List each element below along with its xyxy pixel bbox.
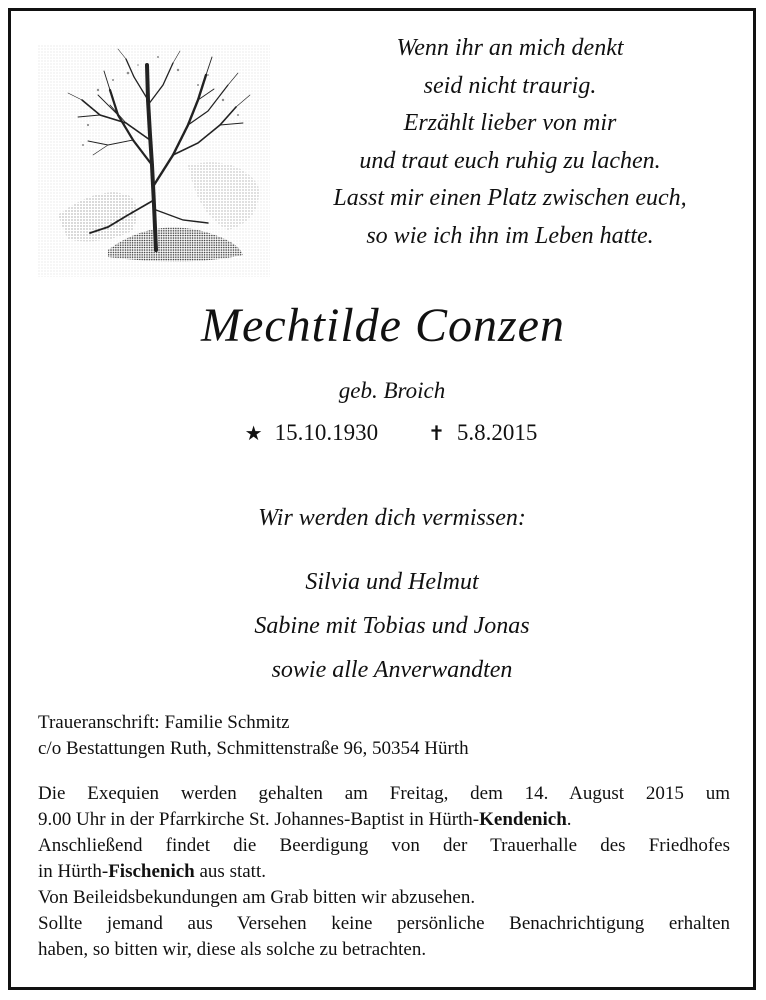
star-icon: ★ <box>244 423 263 445</box>
notice-line: Anschließend findet die Beerdigung von der Trauerhalle des Friedhofes <box>38 835 730 856</box>
notice-text: in Hürth- <box>38 861 109 882</box>
poem-line: Wenn ihr an mich denkt <box>396 35 624 61</box>
notice-line <box>38 807 730 833</box>
notice-line <box>38 859 730 885</box>
notice-line: Sollte jemand aus Versehen keine persönliche Benachrichtigung erhalten <box>38 913 730 934</box>
mourners-list <box>0 560 766 692</box>
tree-icon <box>38 45 270 277</box>
birth-date: 15.10.1930 <box>274 420 379 445</box>
notice-line: Die Exequien werden gehalten am Freitag, dem 14. August 2015 um <box>38 783 730 804</box>
poem-line: und traut euch ruhig zu lachen. <box>359 147 661 174</box>
place-fischenich: Fischenich <box>108 861 195 882</box>
notice-text: aus statt. <box>194 861 266 882</box>
funeral-notice <box>38 781 730 963</box>
notice-line: haben, so bitten wir, diese als solche zu betrachten. <box>38 939 427 960</box>
notice-text: 9.00 Uhr in der Pfarrkirche St. Johannes-Baptist in Hürth- <box>38 809 480 830</box>
poem-line: Erzählt lieber von mir <box>403 110 617 136</box>
poem-line: seid nicht traurig. <box>423 72 597 99</box>
maiden-name: geb. Broich <box>338 378 446 403</box>
mourner-line: Sabine mit Tobias und Jonas <box>254 613 530 639</box>
notice-line: Von Beileidsbekundungen am Grab bitten wir abzusehen. <box>38 887 476 908</box>
death-date: 5.8.2015 <box>456 420 538 445</box>
poem-line: Lasst mir einen Platz zwischen euch, <box>333 185 687 211</box>
place-kendenich: Kendenich <box>479 809 567 830</box>
cross-icon: ✝ <box>428 423 445 445</box>
poem <box>290 30 730 255</box>
mourner-line: Silvia und Helmut <box>305 569 479 595</box>
address-line: c/o Bestattungen Ruth, Schmittenstraße 96, 50354 Hürth <box>38 738 469 759</box>
farewell-line: Wir werden dich vermissen: <box>258 505 526 531</box>
deceased-name: Mechtilde Conzen <box>201 299 565 352</box>
life-dates <box>0 420 766 446</box>
address-line: Traueranschrift: Familie Schmitz <box>38 712 290 733</box>
poem-line: so wie ich ihn im Leben hatte. <box>366 222 654 249</box>
mourner-line: sowie alle Anverwandten <box>271 657 513 683</box>
mourning-address <box>38 710 738 762</box>
notice-text: . <box>566 809 572 830</box>
